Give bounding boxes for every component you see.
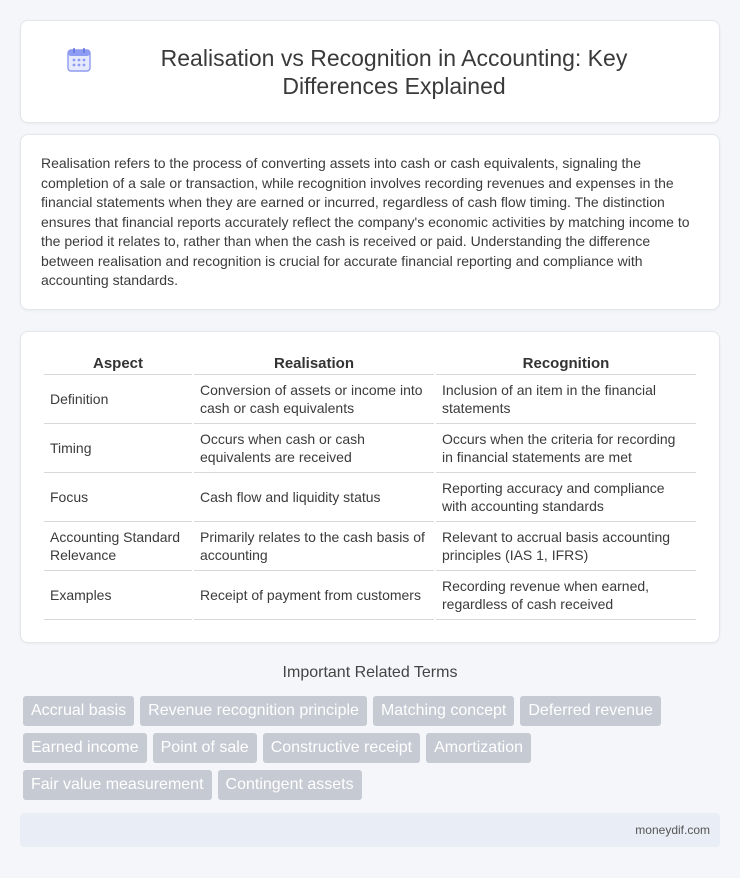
related-term-tag[interactable]: Point of sale	[153, 733, 257, 763]
table-row	[44, 473, 696, 522]
cell-recognition: Inclusion of an item in the financial statements	[436, 375, 696, 424]
table-row	[44, 375, 696, 424]
page-title: Realisation vs Recognition in Accounting: Key Differences Explained	[160, 44, 628, 99]
related-term-tag[interactable]: Amortization	[426, 733, 531, 763]
related-terms-heading: Important Related Terms	[282, 664, 458, 681]
intro-card	[20, 134, 720, 310]
related-term-tag[interactable]: Matching concept	[373, 696, 514, 726]
table-row	[44, 571, 696, 620]
cell-recognition: Relevant to accrual basis accounting principles (IAS 1, IFRS)	[436, 522, 696, 571]
calendar-icon	[66, 47, 92, 73]
header-realisation: Realisation	[194, 352, 434, 375]
related-term-tag[interactable]: Deferred revenue	[520, 696, 661, 726]
cell-aspect: Examples	[44, 571, 192, 620]
related-term-tag[interactable]: Revenue recognition principle	[140, 696, 367, 726]
footer	[20, 813, 720, 847]
related-term-tag[interactable]: Constructive receipt	[263, 733, 420, 763]
table-header-row	[44, 352, 696, 375]
cell-realisation: Conversion of assets or income into cash or cash equivalents	[194, 375, 434, 424]
cell-recognition: Reporting accuracy and compliance with accounting standards	[436, 473, 696, 522]
cell-aspect: Definition	[44, 375, 192, 424]
related-term-tag[interactable]: Earned income	[23, 733, 147, 763]
table-row	[44, 522, 696, 571]
table-row	[44, 424, 696, 473]
related-term-tag[interactable]: Accrual basis	[23, 696, 134, 726]
related-terms-list	[23, 696, 723, 807]
intro-paragraph: Realisation refers to the process of converting assets into cash or cash equivalents, signaling the completion of a sale or transaction, while recognition involves recording revenues and expenses in the financial statements when they are earned or incurred, regardless of cash flow timing. The distinction ensures that financial reports accurately reflect the company's economic activities by matching income to the period it relates to, rather than when the cash is received or paid. Understanding the difference between realisation and recognition is crucial for accurate financial reporting and compliance with accounting standards.	[41, 155, 690, 288]
cell-aspect: Focus	[44, 473, 192, 522]
cell-recognition: Occurs when the criteria for recording in financial statements are met	[436, 424, 696, 473]
cell-realisation: Primarily relates to the cash basis of accounting	[194, 522, 434, 571]
header-recognition: Recognition	[436, 352, 696, 375]
related-term-tag[interactable]: Contingent assets	[218, 770, 362, 800]
cell-realisation: Receipt of payment from customers	[194, 571, 434, 620]
cell-recognition: Recording revenue when earned, regardless of cash received	[436, 571, 696, 620]
title-card	[20, 20, 720, 123]
cell-realisation: Occurs when cash or cash equivalents are received	[194, 424, 434, 473]
cell-realisation: Cash flow and liquidity status	[194, 473, 434, 522]
header-aspect: Aspect	[44, 352, 192, 375]
cell-aspect: Accounting Standard Relevance	[44, 522, 192, 571]
cell-aspect: Timing	[44, 424, 192, 473]
related-term-tag[interactable]: Fair value measurement	[23, 770, 212, 800]
footer-site-link[interactable]: moneydif.com	[635, 823, 710, 837]
comparison-table	[42, 352, 698, 620]
comparison-card	[20, 331, 720, 643]
title-wrap	[21, 44, 719, 100]
